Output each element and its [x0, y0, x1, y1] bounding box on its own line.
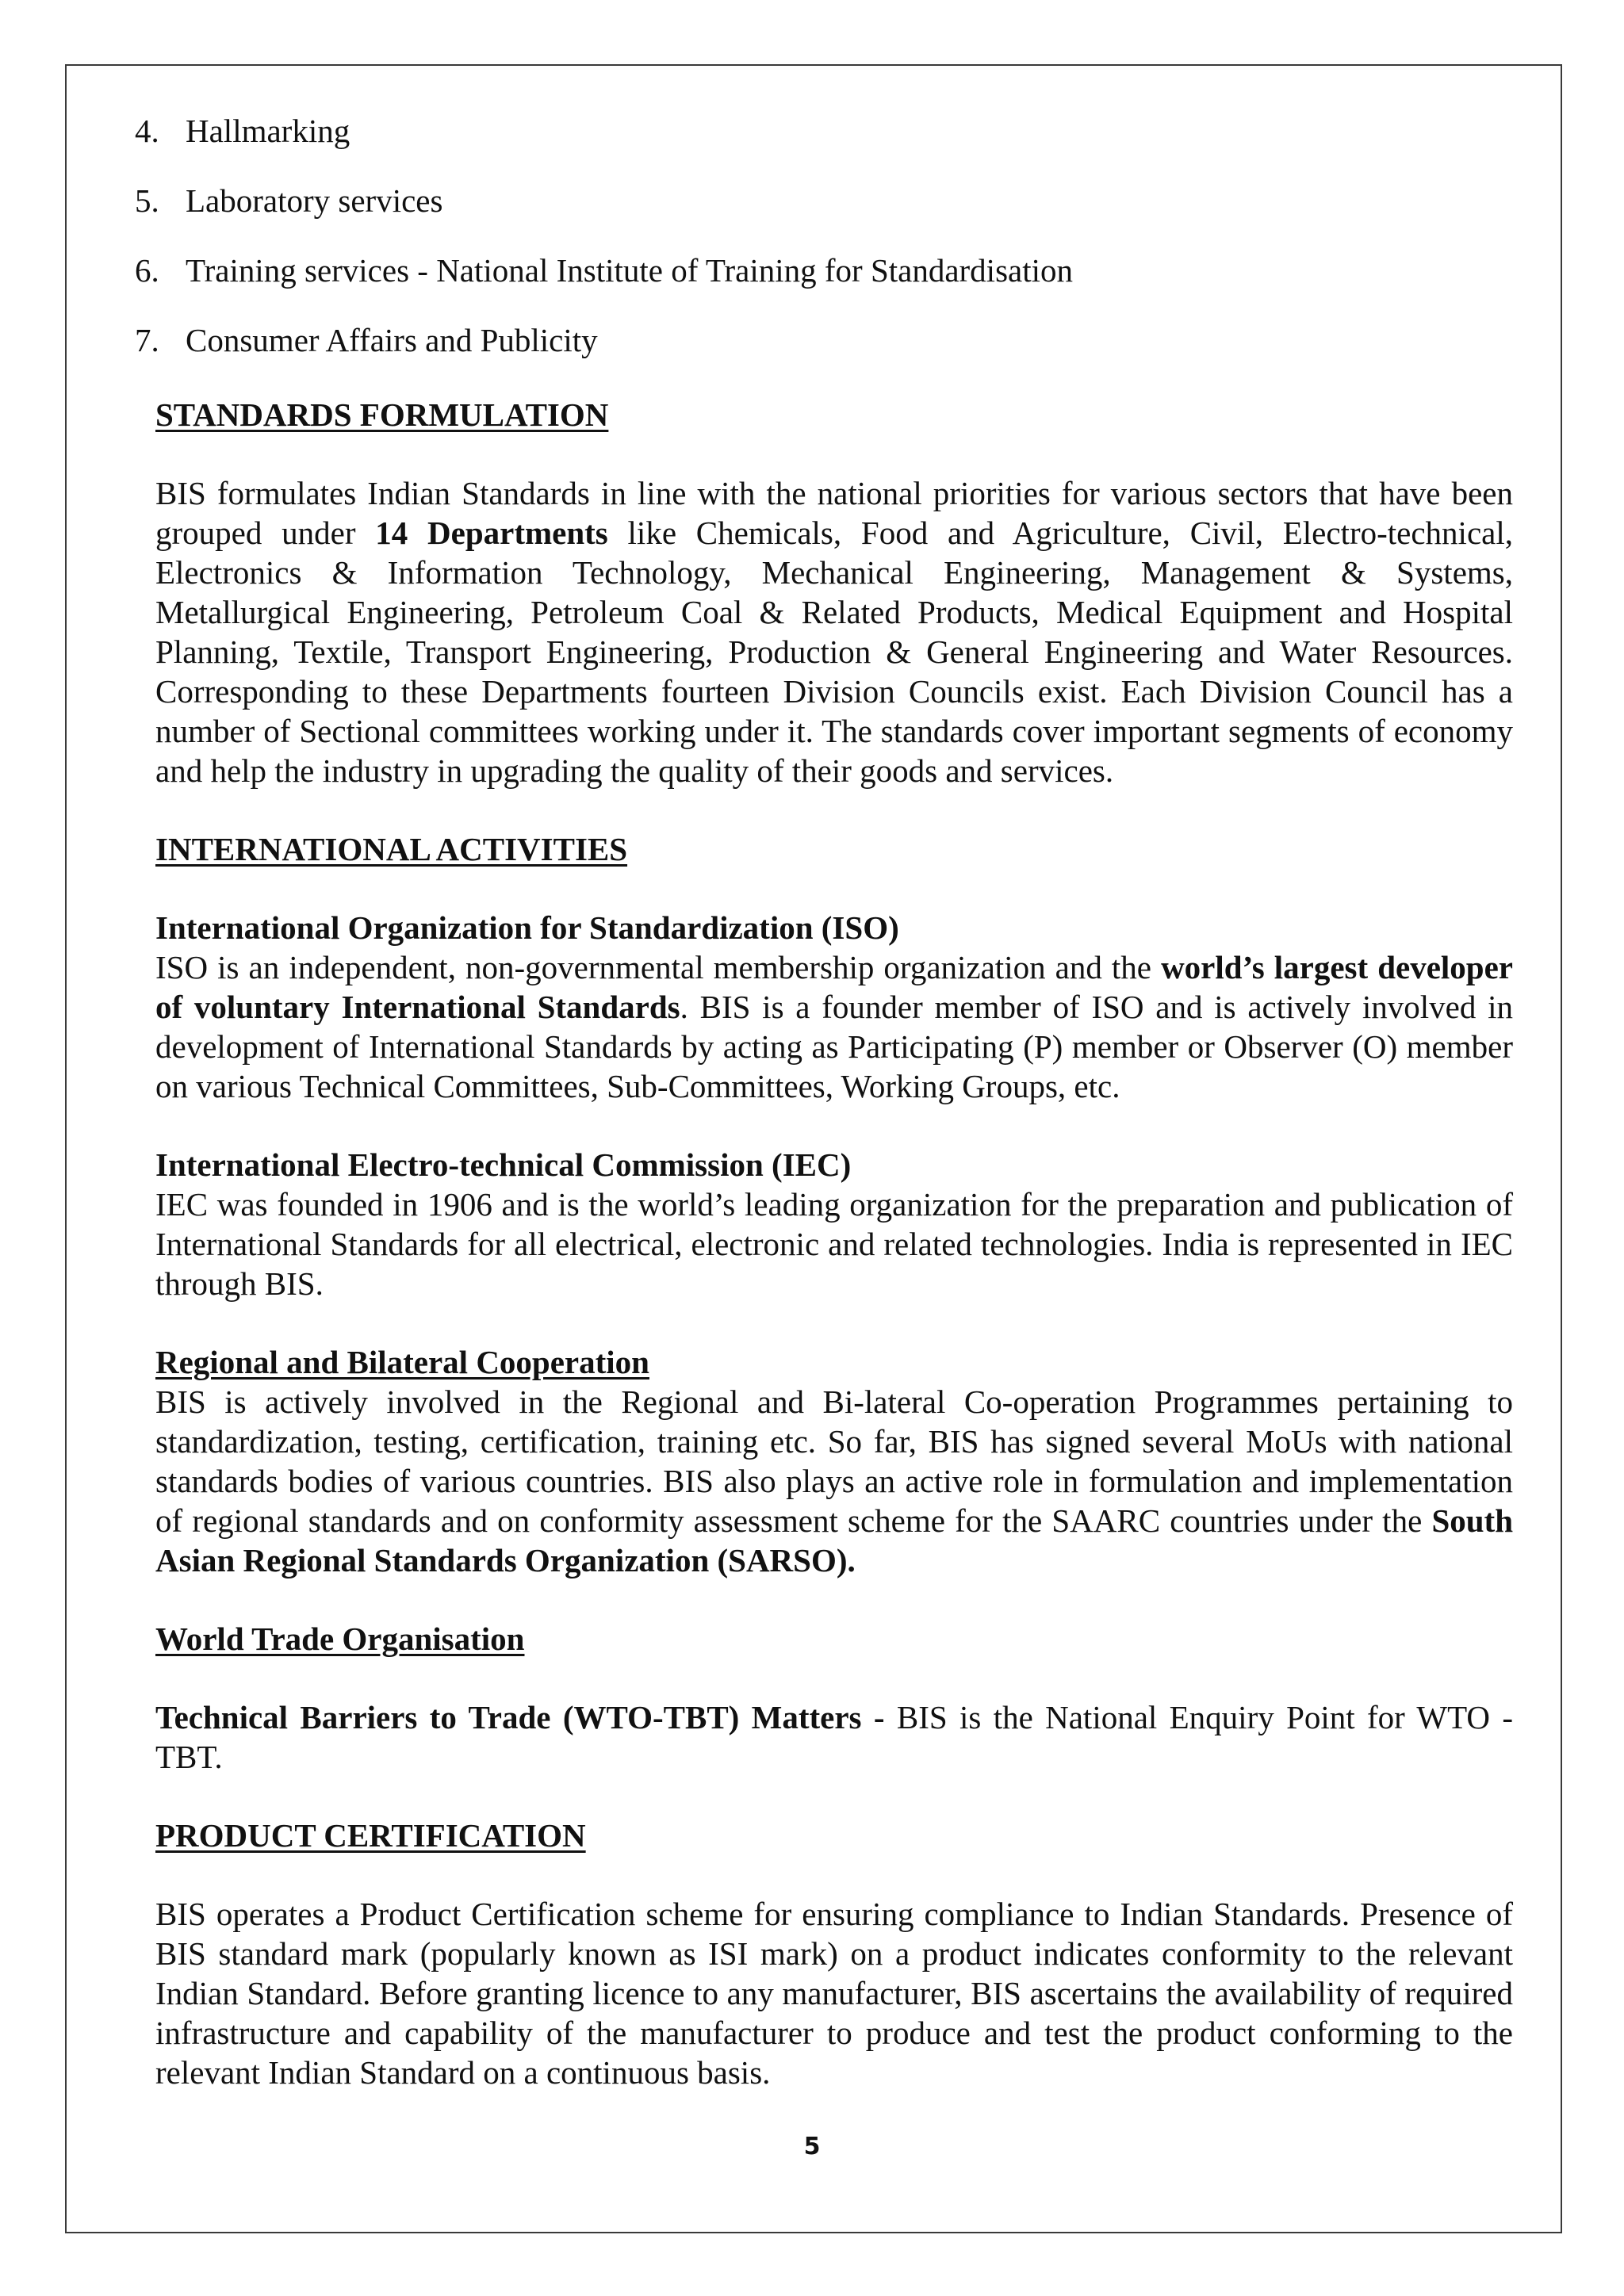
wto-text: BIS is the National Enquiry Point for WTO -TBT. — [155, 1699, 1514, 1775]
services-list — [135, 111, 1073, 390]
list-item-text: Consumer Affairs and Publicity — [186, 322, 598, 358]
iso-text-b: . BIS is a founder member of ISO and is actively involved in development of International Standards by acting as Participating (P) member or Observer (O) member on various Technical Committees, Sub-Committees, Working Groups, etc. — [155, 989, 1513, 1104]
main-content — [155, 395, 1513, 2092]
list-item-number: 5. — [135, 182, 159, 219]
list-item-number: 4. — [135, 113, 159, 149]
list-item — [135, 181, 1073, 251]
certification-heading: PRODUCT CERTIFICATION — [155, 1817, 586, 1854]
page-number: 5 — [803, 2133, 821, 2160]
iso-text-a: ISO is an independent, non-governmental membership organization and the — [155, 949, 1162, 985]
standards-heading: STANDARDS FORMULATION — [155, 396, 609, 433]
list-item-text: Training services - National Institute of Training for Standardisation — [186, 252, 1074, 289]
standards-text-b: like Chemicals, Food and Agriculture, Civil, Electro-technical, Electronics & Information Technology, Mechanical Engineering, Management & Systems, Metallurgical Engineering, Petroleum Coal & Related Products, Medical Equipment and Hospital Planning, Textile, Transport Engineering, Production & General Engineering and Water Resources. Corresponding to these Departments fourteen Division Councils exist. Each Division Council has a number of Sectional committees working under it. The standards cover important segments of economy and help the industry in upgrading the quality of their goods and services. — [155, 515, 1513, 789]
list-item-text: Hallmarking — [186, 113, 350, 149]
wto-paragraph — [155, 1697, 1513, 1777]
standards-text-bold: 14 Departments — [375, 515, 608, 551]
regional-title: Regional and Bilateral Cooperation — [155, 1344, 649, 1380]
list-item — [135, 251, 1073, 320]
standards-paragraph — [155, 473, 1513, 790]
iso-title: International Organization for Standardization (ISO) — [155, 909, 899, 946]
certification-paragraph: BIS operates a Product Certification scheme for ensuring compliance to Indian Standards. Presence of BIS standard mark (popularly known as ISI mark) on a product indicates conformity to the relevant Indian Standard. Before granting licence to any manufacturer, BIS ascertains the availability of required infrastructure and capability of the manufacturer to produce and test the product conforming to the relevant Indian Standard on a continuous basis. — [155, 1896, 1513, 2091]
iso-paragraph — [155, 947, 1513, 1106]
regional-paragraph — [155, 1382, 1513, 1580]
regional-text-bold: South Asian Regional Standards Organization (SARSO). — [155, 1502, 1513, 1578]
wto-text-bold: Technical Barriers to Trade (WTO-TBT) Matters - — [155, 1699, 897, 1735]
international-heading: INTERNATIONAL ACTIVITIES — [155, 831, 628, 867]
list-item-text: Laboratory services — [186, 182, 443, 219]
wto-title: World Trade Organisation — [155, 1621, 525, 1657]
list-item-number: 6. — [135, 252, 159, 289]
list-item — [135, 320, 1073, 390]
list-item — [135, 111, 1073, 181]
iec-title: International Electro-technical Commission (IEC) — [155, 1146, 852, 1183]
regional-text-a: BIS is actively involved in the Regional and Bi-lateral Co-operation Programmes pertaining to standardization, testing, certification, training etc. So far, BIS has signed several MoUs with national standards bodies of various countries. BIS also plays an active role in formulation and implementation of regional standards and on conformity assessment scheme for the SAARC countries under the — [155, 1383, 1513, 1539]
iso-text-bold: world’s largest developer of voluntary International Standards — [155, 949, 1513, 1025]
standards-text-a: BIS formulates Indian Standards in line with the national priorities for various sectors that have been grouped under — [155, 475, 1513, 551]
iec-paragraph: IEC was founded in 1906 and is the world’s leading organization for the preparation and publication of International Standards for all electrical, electronic and related technologies. India is represented in IEC through BIS. — [155, 1186, 1513, 1302]
list-item-number: 7. — [135, 322, 159, 358]
